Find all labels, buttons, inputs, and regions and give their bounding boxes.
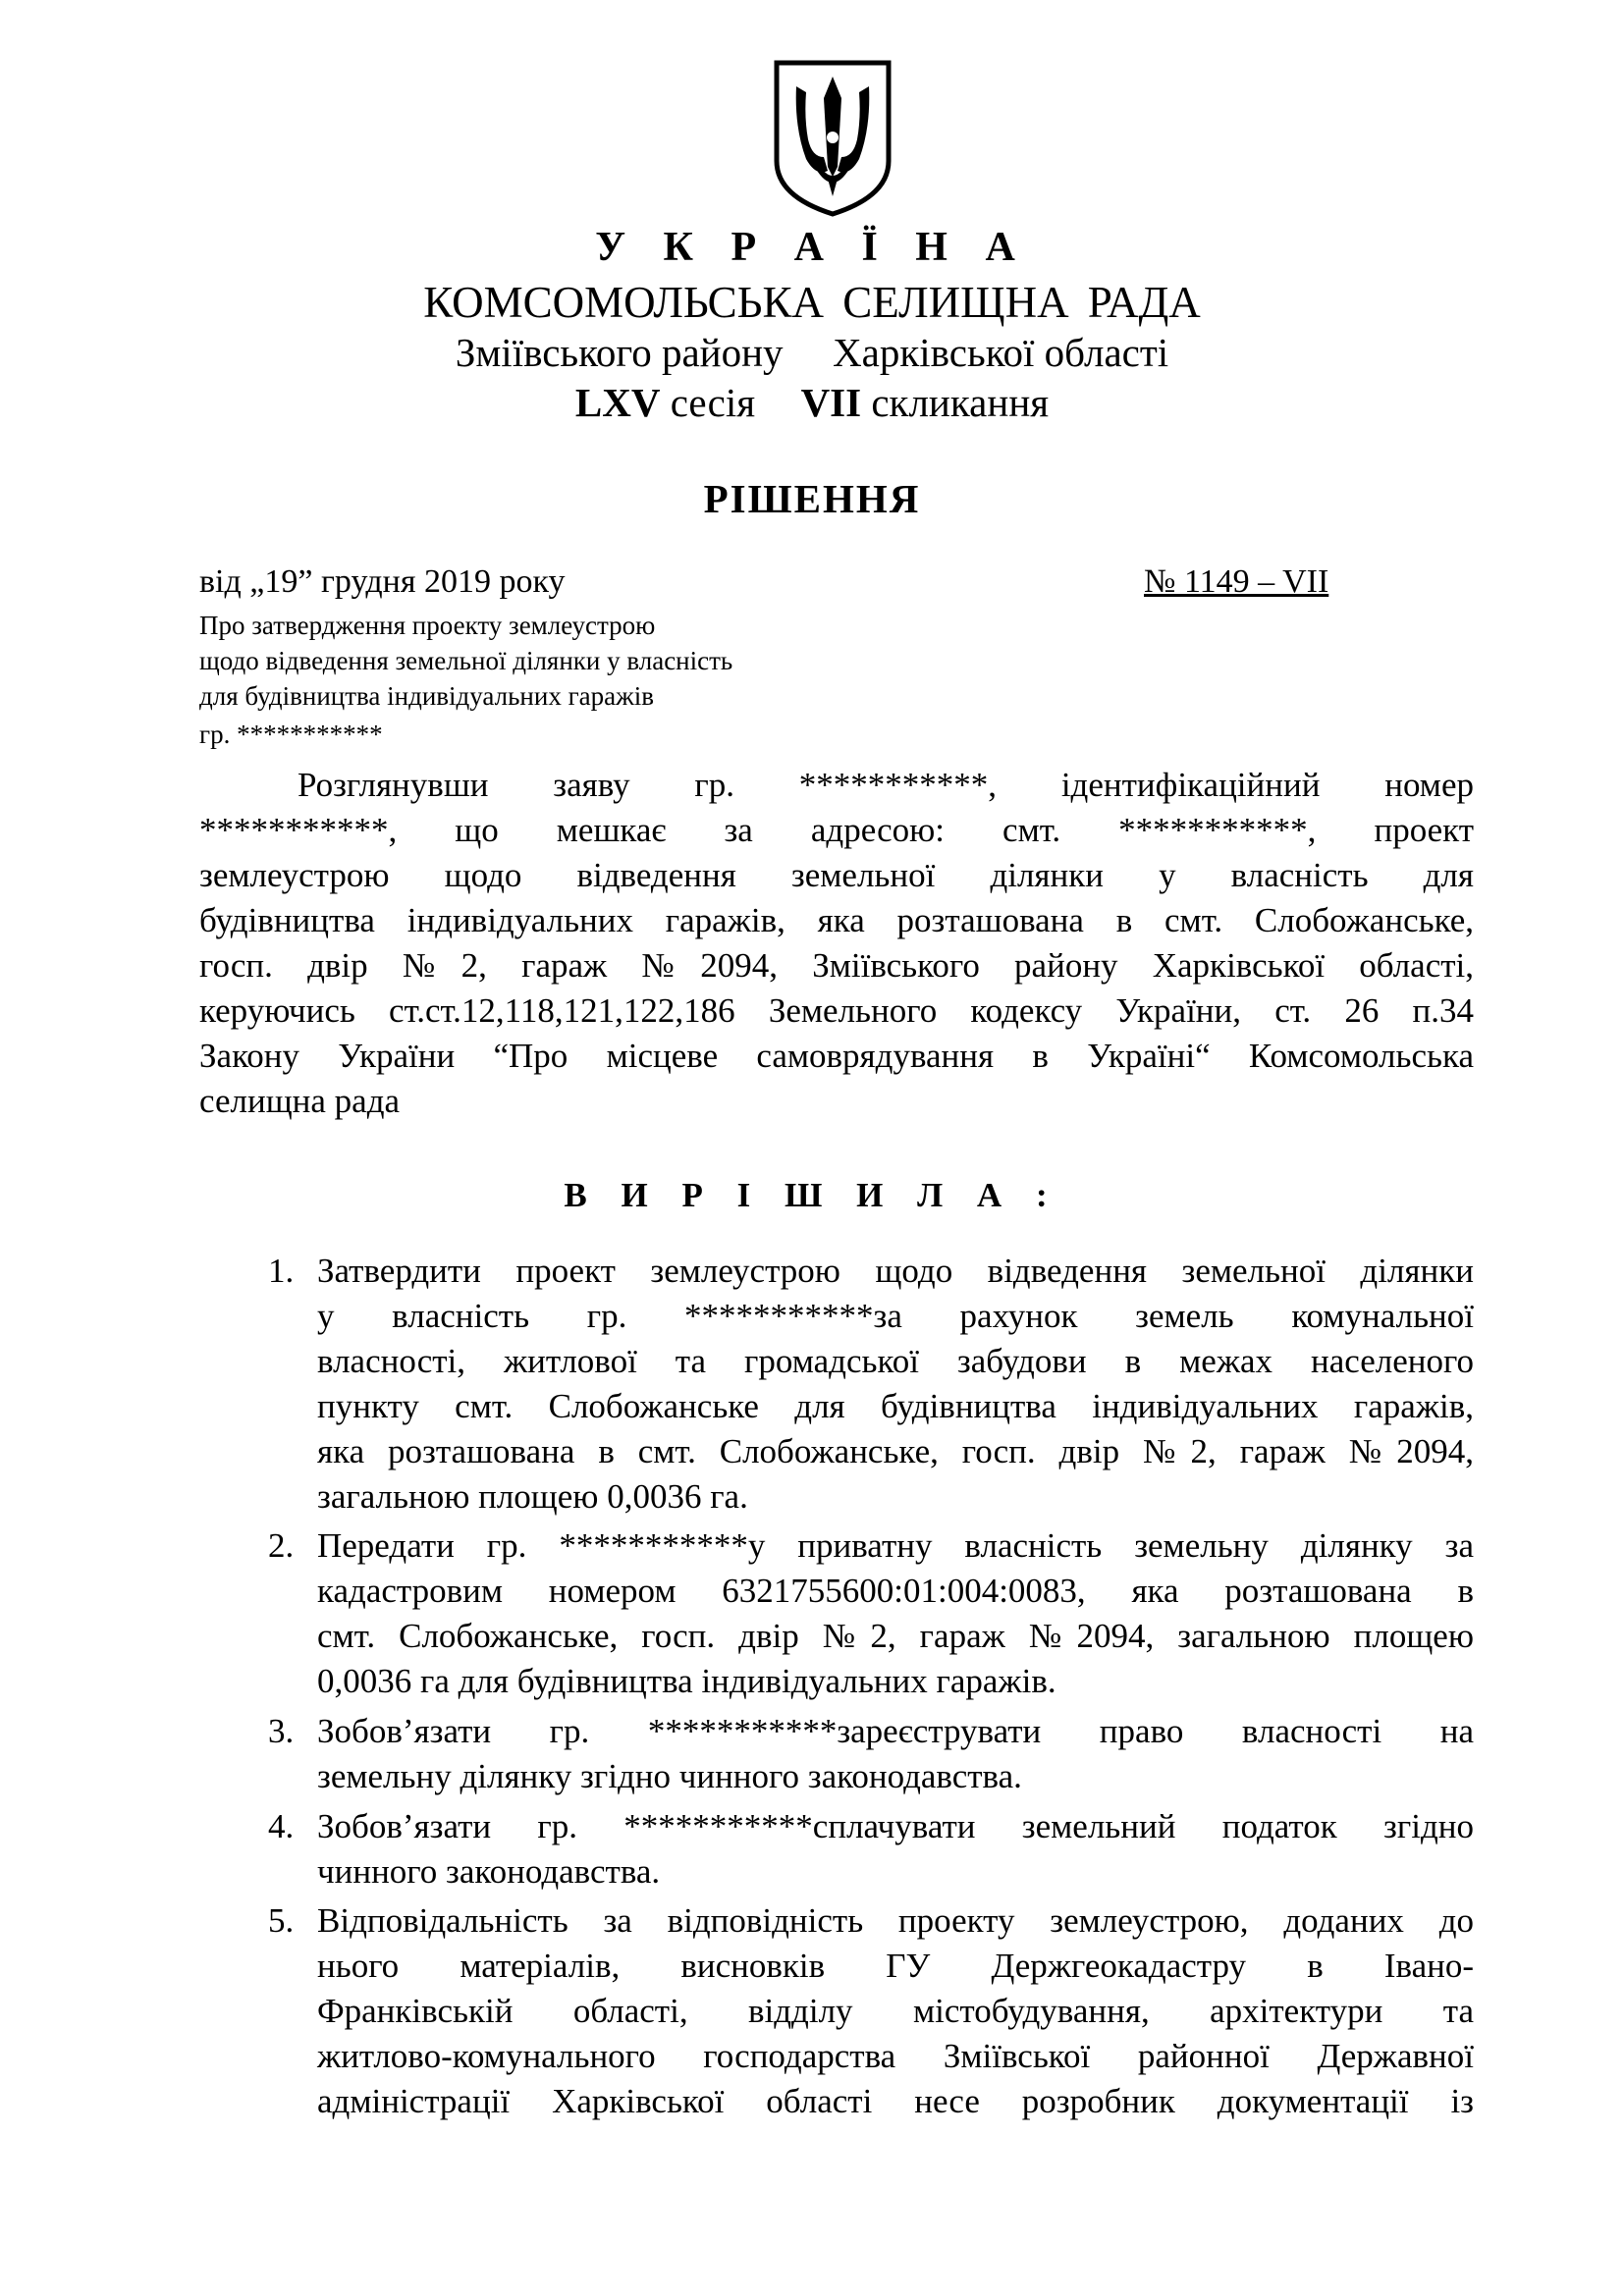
session-word: сесія [660,380,756,425]
item-line: Зобов’язати гр. ***********зареєструвати право власності на [317,1712,1474,1750]
district-name: Зміївського району [455,330,784,375]
item-line: власності, житлової та громадської забудови в межах населеного [317,1342,1474,1380]
item-number: 2. [268,1526,295,1565]
body-line: будівництва індивідуальних гаражів, яка розташована в смт. Слобожанське, [199,901,1474,939]
item-line: Затвердити проект землеустрою щодо відведення земельної ділянки [317,1252,1474,1290]
item-line: житлово-комунального господарства Зміївської районної Державної [317,2037,1474,2075]
item-line: 0,0036 га для будівництва індивідуальних гаражів. [317,1662,1056,1700]
body-line: землеустрою щодо відведення земельної ділянки у власність для [199,856,1474,894]
item-line: пункту смт. Слобожанське для будівництва індивідуальних гаражів, [317,1387,1474,1425]
convocation-roman: VII [800,380,862,425]
item-line: у власність гр. ***********за рахунок земель комунальної [317,1297,1474,1335]
resolved-heading: В И Р І Ш И Л А : [564,1176,1060,1214]
subject-line: щодо відведення земельної ділянки у власність [199,646,733,675]
body-line: селищна рада [199,1082,401,1120]
decision-number: № 1149 – VII [1144,563,1329,600]
region-name: Харківської області [833,330,1169,375]
country-heading: У К Р А Ї Н А [595,225,1029,270]
body-line: керуючись ст.ст.12,118,121,122,186 Земельного кодексу України, ст. 26 п.34 [199,991,1474,1030]
item-line: смт. Слобожанське, госп. двір №2, гараж №2094, загальною площею [317,1617,1474,1655]
item-line: кадастровим номером 6321755600:01:004:0083, яка розташована в [317,1572,1474,1610]
subject-line: Про затвердження проекту землеустрою [199,611,656,640]
item-line: адміністрації Харківської області несе розробник документації із [317,2082,1474,2120]
item-line: земельну ділянку згідно чинного законодавства. [317,1757,1022,1795]
item-line: яка розташована в смт. Слобожанське, госп. двір №2, гараж №2094, [317,1432,1474,1470]
body-line: Розглянувши заяву гр. ***********, ідентифікаційний номер [298,766,1474,804]
ukraine-trident-emblem-icon [771,59,894,218]
item-line: Відповідальність за відповідність проекту землеустрою, доданих до [317,1901,1474,1940]
item-number: 3. [268,1712,295,1750]
item-line: Зобов’язати гр. ***********сплачувати земельний податок згідно [317,1807,1474,1845]
item-number: 5. [268,1901,295,1940]
item-number: 1. [268,1252,295,1290]
body-line: ***********, що мешкає за адресою: смт. ***********, проект [199,811,1474,849]
council-name: КОМСОМОЛЬСЬКА СЕЛИЩНА РАДА [423,278,1201,327]
item-line: чинного законодавства. [317,1852,661,1891]
item-line: загальною площею 0,0036 га. [317,1477,748,1516]
body-line: госп. двір №2, гараж №2094, Зміївського району Харківської області, [199,946,1474,985]
item-line: нього матеріалів, висновків ГУ Держгеокадастру в Івано- [317,1947,1474,1985]
body-line: Закону України “Про місцеве самоврядування в Україні“ Комсомольська [199,1037,1474,1075]
decision-title: РІШЕННЯ [703,476,921,521]
subject-line: гр. *********** [199,720,383,749]
item-line: Передати гр. ***********у приватну власність земельну ділянку за [317,1526,1474,1565]
decision-date: від „19” грудня 2019 року [199,563,566,600]
item-line: Франківській області, відділу містобудування, архітектури та [317,1992,1474,2030]
session-line [0,379,1624,426]
district-line [0,329,1624,376]
convocation-word: скликання [861,380,1050,425]
item-number: 4. [268,1807,295,1845]
session-roman: LXV [574,380,661,425]
subject-line: для будівництва індивідуальних гаражів [199,681,655,711]
